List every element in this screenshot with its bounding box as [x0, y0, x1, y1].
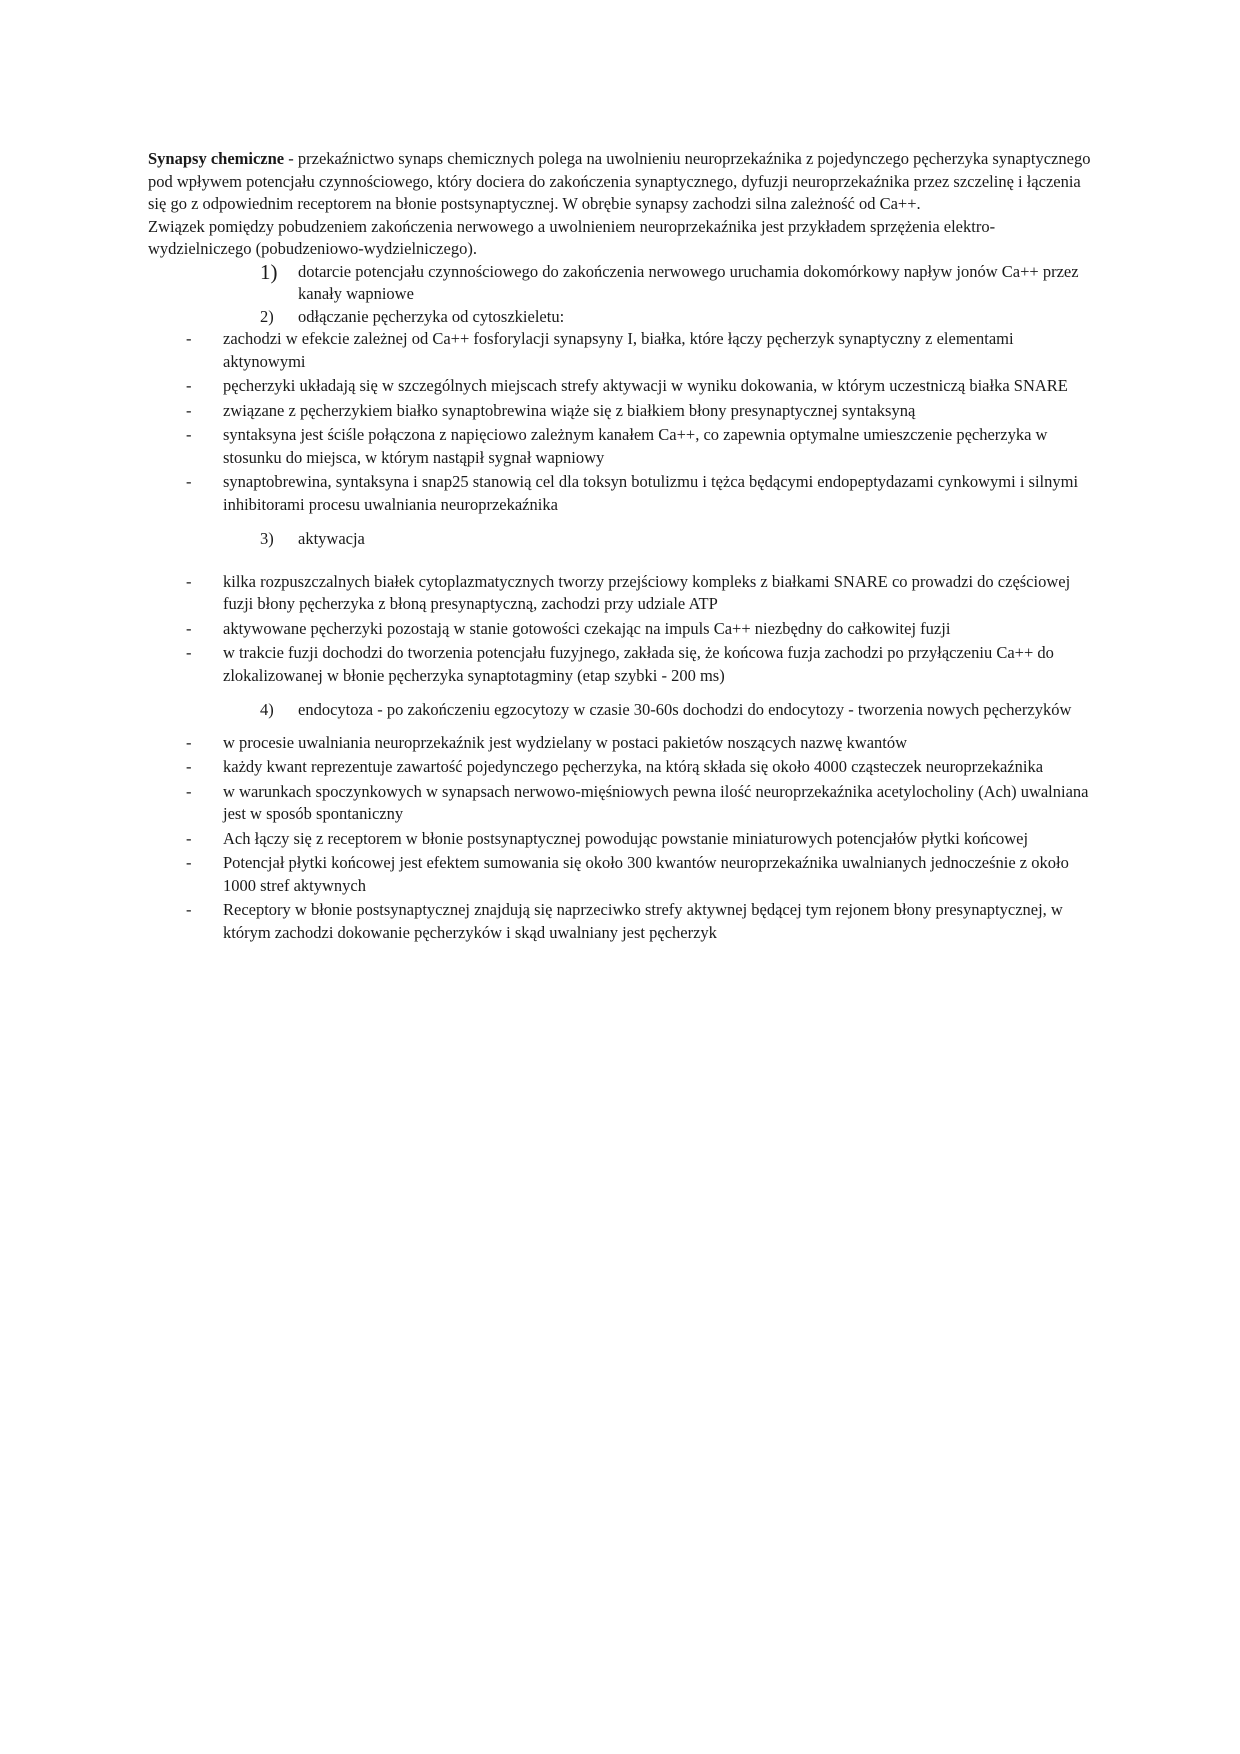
step-number: 2) [260, 306, 274, 326]
step-number: 1) [260, 259, 278, 284]
step-text: dotarcie potencjału czynnościowego do zakończenia nerwowego uruchamia dokomórkowy napływ jonów Ca++ przez kanały wapniowe [298, 261, 1079, 303]
spacer [148, 551, 1098, 571]
list-item: - w procesie uwalniania neuroprzekaźnik jest wydzielany w postaci pakietów noszących nazwę kwantów [148, 732, 1098, 755]
spacer [148, 722, 1098, 732]
bullet-dash: - [186, 853, 192, 872]
spacer [148, 518, 1098, 528]
spacer [148, 689, 1098, 699]
step-text: aktywacja [298, 529, 365, 548]
step-number: 3) [260, 529, 274, 548]
list-item: - każdy kwant reprezentuje zawartość pojedynczego pęcherzyka, na którą składa się około 4000 cząsteczek neuroprzekaźnika [148, 756, 1098, 779]
step-4-bullet-list [148, 732, 1098, 945]
bullet-dash: - [186, 900, 192, 919]
list-item: - związane z pęcherzykiem białko synaptobrewina wiąże się z białkiem błony presynaptycznej syntaksyną [148, 400, 1098, 423]
intro-term: Synapsy chemiczne [148, 149, 285, 168]
intro-text: - przekaźnictwo synaps chemicznych polega na uwolnieniu neuroprzekaźnika z pojedynczego pęcherzyka synaptycznego pod wpływem potencjału czynnościowego, który dociera do zakończenia synaptycznego, dyfuzji neuroprzekaźnika przez szczelinę i łączenia się go z odpowiednim receptorem na błonie postsynaptycznej. W obrębie synapsy zachodzi silna zależność od Ca++. [148, 149, 1091, 213]
step-3-bullet-list [148, 571, 1098, 688]
step-3 [148, 528, 1098, 551]
list-item: - w trakcie fuzji dochodzi do tworzenia potencjału fuzyjnego, zakłada się, że końcowa fuzja zachodzi po przyłączeniu Ca++ do zlokalizowanej w błonie pęcherzyka synaptotagminy (etap szybki - 200 ms) [186, 643, 1054, 685]
list-item: - syntaksyna jest ściśle połączona z napięciowo zależnym kanałem Ca++, co zapewnia optymalne umieszczenie pęcherzyka w stosunku do miejsca, w którym nastąpił sygnał wapniowy [186, 425, 1048, 467]
list-item: - zachodzi w efekcie zależnej od Ca++ fosforylacji synapsyny I, białka, które łączy pęcherzyk synaptyczny z elementami aktynowymi [186, 329, 1014, 371]
bullet-dash: - [186, 643, 192, 662]
bullet-dash: - [186, 781, 192, 801]
bullet-dash: - [186, 757, 192, 776]
list-item: - Potencjał płytki końcowej jest efektem sumowania się około 300 kwantów neuroprzekaźnika uwalnianych jednocześnie z około 1000 stref aktywnych [186, 853, 1069, 895]
list-item: - pęcherzyki układają się w szczególnych miejscach strefy aktywacji w wyniku dokowania, w którym uczestniczą białka SNARE [148, 375, 1098, 398]
list-item: - synaptobrewina, syntaksyna i snap25 stanowią cel dla toksyn botulizmu i tężca będącymi endopeptydazami cynkowymi i silnymi inhibitorami procesu uwalniania neuroprzekaźnika [186, 472, 1079, 514]
step-number: 4) [260, 700, 274, 719]
list-item: - Ach łączy się z receptorem w błonie postsynaptycznej powodując powstanie miniaturowych potencjałów płytki końcowej [148, 828, 1098, 851]
step-2 [148, 306, 1098, 329]
step-1 [148, 261, 1098, 306]
bullet-dash: - [186, 400, 192, 420]
step-4 [148, 699, 1098, 722]
step-2-bullet-list [148, 328, 1098, 516]
bullet-dash: - [186, 828, 192, 848]
list-item: - aktywowane pęcherzyki pozostają w stanie gotowości czekając na impuls Ca++ niezbędny do całkowitej fuzji [148, 618, 1098, 641]
list-item: - Receptory w błonie postsynaptycznej znajdują się naprzeciwko strefy aktywnej będącej tym rejonem błony presynaptycznej, w którym zachodzi dokowanie pęcherzyków i skąd uwalniany jest pęcherzyk [186, 900, 1063, 942]
step-text: odłączanie pęcherzyka od cytoszkieletu: [298, 306, 565, 326]
intro-paragraph-2: Związek pomiędzy pobudzeniem zakończenia nerwowego a uwolnieniem neuroprzekaźnika jest przykładem sprzężenia elektro-wydzielniczego (pobudzeniowo-wydzielniczego). [148, 216, 996, 258]
bullet-dash: - [186, 472, 192, 491]
bullet-dash: - [186, 732, 192, 752]
list-item: - kilka rozpuszczalnych białek cytoplazmatycznych tworzy przejściowy kompleks z białkami SNARE co prowadzi do częściowej fuzji błony pęcherzyka z błoną presynaptyczną, zachodzi przy udziale ATP [186, 571, 1071, 613]
document-page [148, 148, 1098, 946]
bullet-dash: - [186, 425, 192, 444]
list-item: - w warunkach spoczynkowych w synapsach nerwowo-mięśniowych pewna ilość neuroprzekaźnika acetylocholiny (Ach) uwalniana jest w sposób spontaniczny [186, 781, 1089, 823]
step-text: endocytoza - po zakończeniu egzocytozy w czasie 30-60s dochodzi do endocytozy - tworzenia nowych pęcherzyków [298, 700, 1072, 719]
bullet-dash: - [186, 329, 192, 348]
bullet-dash: - [186, 571, 192, 591]
bullet-dash: - [186, 376, 192, 395]
intro-paragraph [148, 148, 1098, 216]
bullet-dash: - [186, 618, 192, 638]
